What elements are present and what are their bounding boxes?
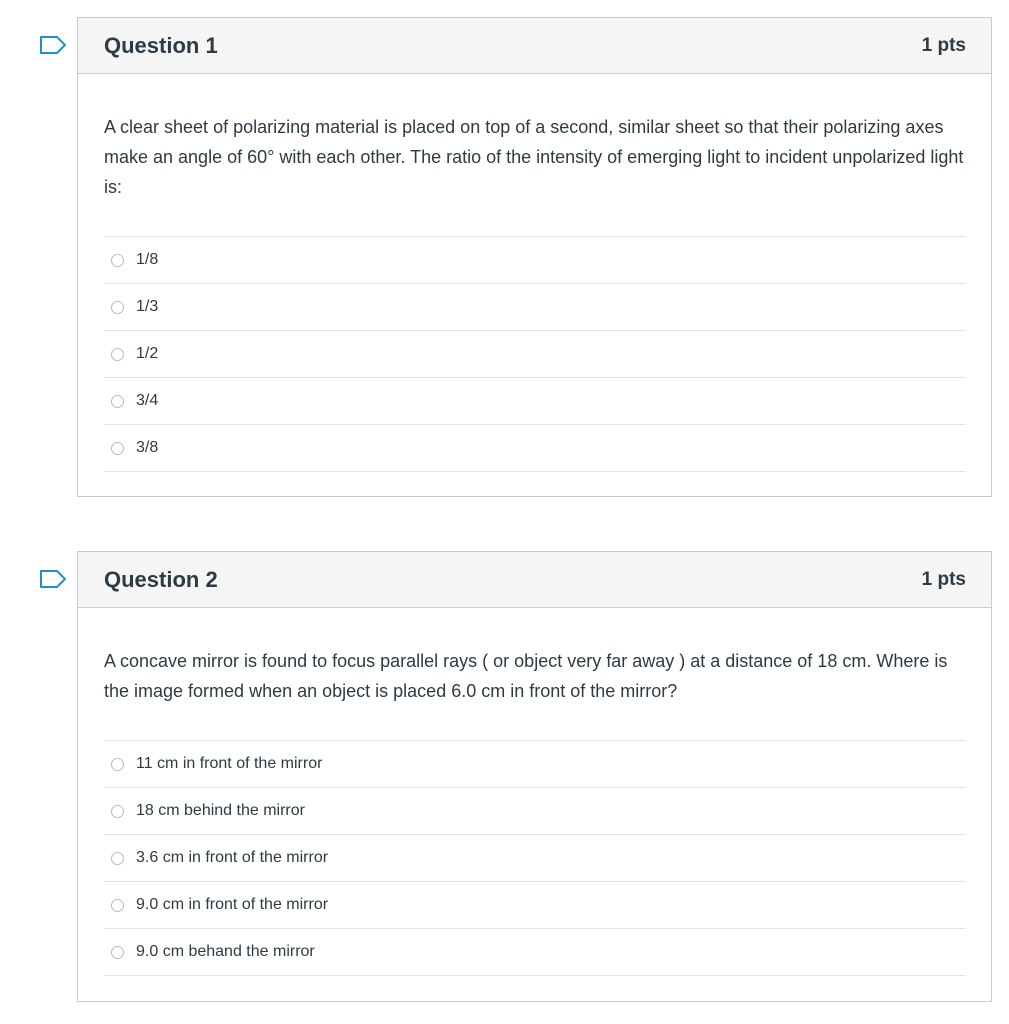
question-2-card bbox=[77, 551, 992, 1002]
question-2-points: 1 pts bbox=[921, 568, 966, 590]
question-1-answers bbox=[104, 236, 966, 472]
question-2-answers bbox=[104, 740, 966, 976]
answer-label: 9.0 cm behand the mirror bbox=[136, 943, 315, 960]
question-1-title: Question 1 bbox=[104, 32, 218, 58]
answer-option[interactable] bbox=[104, 237, 966, 284]
question-2-header bbox=[78, 552, 991, 608]
answer-option[interactable] bbox=[104, 929, 966, 976]
question-1-header bbox=[78, 18, 991, 74]
answer-option[interactable] bbox=[104, 331, 966, 378]
answer-option[interactable] bbox=[104, 284, 966, 331]
answer-label: 3/8 bbox=[136, 439, 159, 456]
question-2-title: Question 2 bbox=[104, 566, 218, 592]
radio-button[interactable] bbox=[111, 852, 124, 865]
radio-button[interactable] bbox=[111, 254, 124, 267]
question-2-text: A concave mirror is found to focus parallel rays ( or object very far away ) at a distance of 18 cm. Where is the image formed when an object is placed 6.0 cm in front of the mirror? bbox=[104, 651, 948, 701]
answer-option[interactable] bbox=[104, 425, 966, 472]
answer-label: 3.6 cm in front of the mirror bbox=[136, 849, 329, 866]
answer-label: 11 cm in front of the mirror bbox=[136, 755, 323, 772]
radio-button[interactable] bbox=[111, 946, 124, 959]
answer-label: 1/8 bbox=[136, 251, 159, 268]
answer-option[interactable] bbox=[104, 882, 966, 929]
answer-label: 1/2 bbox=[136, 345, 159, 362]
answer-label: 3/4 bbox=[136, 392, 159, 409]
radio-button[interactable] bbox=[111, 758, 124, 771]
answer-label: 1/3 bbox=[136, 298, 159, 315]
radio-button[interactable] bbox=[111, 348, 124, 361]
answer-option[interactable] bbox=[104, 741, 966, 788]
flag-question-2-icon[interactable] bbox=[38, 568, 68, 590]
radio-button[interactable] bbox=[111, 899, 124, 912]
answer-option[interactable] bbox=[104, 788, 966, 835]
flag-question-1-icon[interactable] bbox=[38, 34, 68, 56]
question-1-card bbox=[77, 17, 992, 497]
answer-label: 9.0 cm in front of the mirror bbox=[136, 896, 329, 913]
radio-button[interactable] bbox=[111, 301, 124, 314]
answer-option[interactable] bbox=[104, 835, 966, 882]
question-1-points: 1 pts bbox=[921, 34, 966, 56]
radio-button[interactable] bbox=[111, 395, 124, 408]
radio-button[interactable] bbox=[111, 805, 124, 818]
answer-option[interactable] bbox=[104, 378, 966, 425]
answer-label: 18 cm behind the mirror bbox=[136, 802, 305, 819]
radio-button[interactable] bbox=[111, 442, 124, 455]
question-1-text: A clear sheet of polarizing material is placed on top of a second, similar sheet so that their polarizing axes make an angle of 60° with each other. The ratio of the intensity of emerging light to incident unpolarized light is: bbox=[104, 117, 964, 197]
